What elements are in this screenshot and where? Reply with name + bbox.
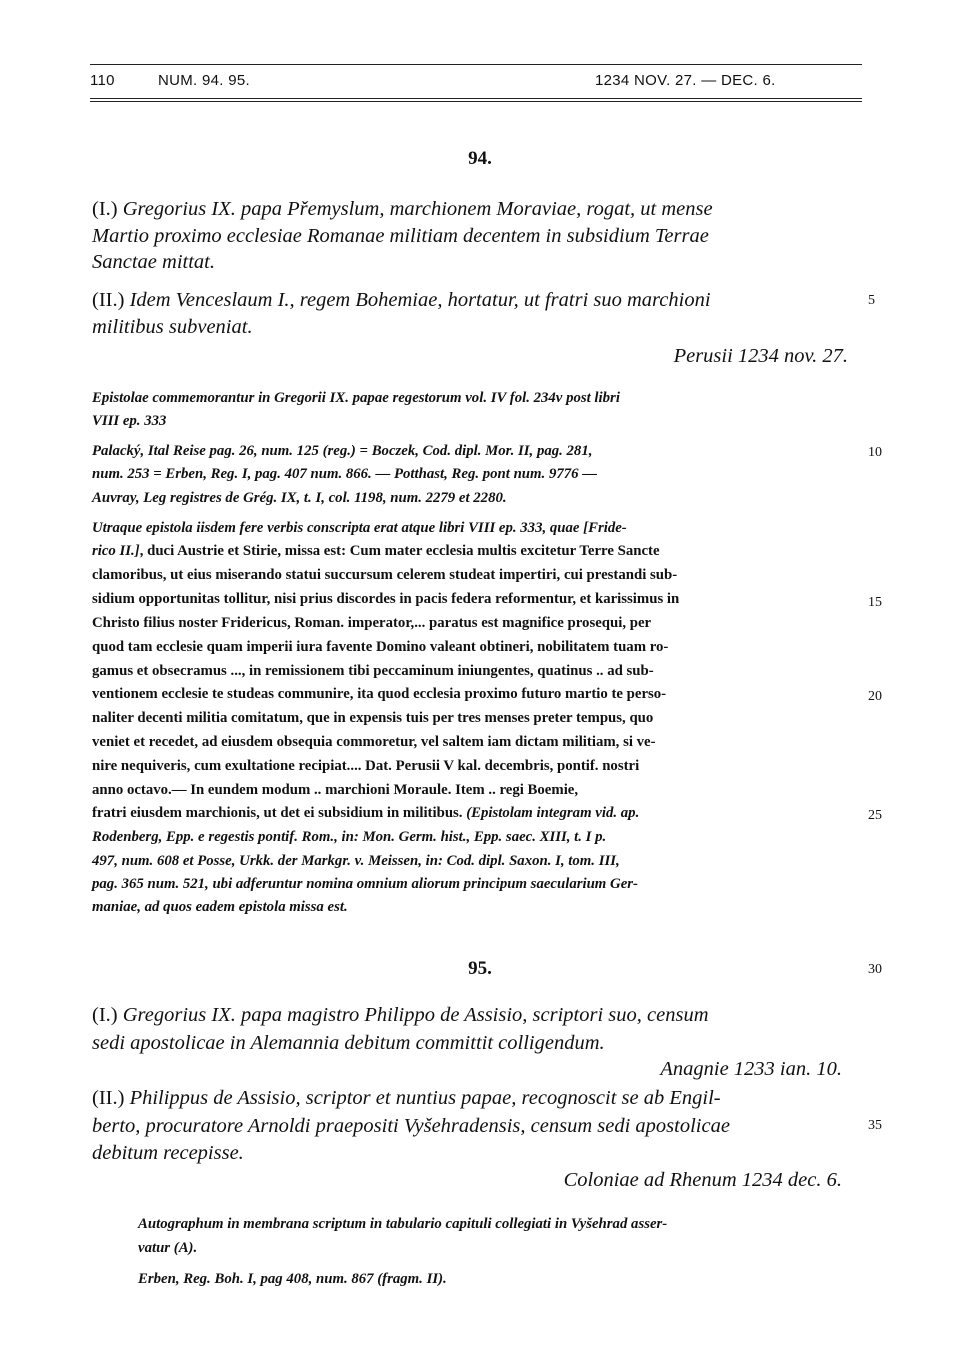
note-94-3: Palacký, Ital Reise pag. 26, num. 125 (reg.) = Boczek, Cod. dipl. Mor. II, pag. 281, bbox=[92, 443, 593, 459]
text-94-fratri-line bbox=[92, 805, 639, 822]
regest-95-2-label: (II.) bbox=[92, 1087, 125, 1109]
line-number-15: 15 bbox=[868, 595, 882, 610]
document-numbers: NUM. 94. 95. bbox=[158, 72, 250, 89]
note-94-1: Epistolae commemorantur in Gregorii IX. papae regestorum vol. IV fol. 234v post libri bbox=[92, 390, 620, 406]
text-94-body-5: gamus et obsecramus ..., in remissionem tibi peccaminum iniungentes, quatinus .. ad sub- bbox=[92, 663, 654, 679]
regest-94-2-label: (II.) bbox=[92, 289, 125, 311]
place-date-95-1: Anagnie 1233 ian. 10. bbox=[660, 1058, 842, 1080]
text-94-fratri-italic: (Epistolam integram vid. ap. bbox=[466, 805, 640, 821]
text-94-body-3: Christo filius noster Fridericus, Roman. imperator,... paratus est magnifice prosequi, per bbox=[92, 615, 652, 631]
line-number-35: 35 bbox=[868, 1118, 882, 1133]
running-header bbox=[90, 60, 862, 104]
text-94-fratri-roman: fratri eiusdem marchionis, ut det ei subsidium in militibus. bbox=[92, 805, 467, 821]
note-95-3: Erben, Reg. Boh. I, pag 408, num. 867 (fragm. II). bbox=[138, 1271, 447, 1287]
regest-95-1-line-1 bbox=[92, 1004, 709, 1027]
text-94-tail-3: pag. 365 num. 521, ubi adferuntur nomina omnium aliorum principum saecularium Ger- bbox=[92, 876, 638, 892]
text-94-line-2-italic: rico II.] bbox=[92, 543, 140, 559]
regest-94-1-text-1: Gregorius IX. papa Přemyslum, marchionem Moraviae, rogat, ut mense bbox=[122, 198, 713, 220]
regest-94-1-line-3: Sanctae mittat. bbox=[92, 251, 215, 273]
text-94-tail-4: maniae, ad quos eadem epistola missa est. bbox=[92, 899, 348, 915]
text-94-body-9: nire nequiveris, cum exultatione recipiat.... Dat. Perusii V kal. decembris, pontif. nostri bbox=[92, 758, 640, 774]
page-number: 110 bbox=[90, 72, 115, 89]
text-94-body-10: anno octavo.— In eundem modum .. marchioni Moraule. Item .. regi Boemie, bbox=[92, 782, 579, 798]
line-number-25: 25 bbox=[868, 808, 882, 823]
header-rule-bottom-thin bbox=[90, 101, 862, 102]
regest-95-2-line-3: debitum recepisse. bbox=[92, 1142, 244, 1164]
header-rule-bottom bbox=[90, 98, 862, 99]
regest-95-1-line-2: sedi apostolicae in Alemannia debitum committit colligendum. bbox=[92, 1032, 605, 1054]
line-number-20: 20 bbox=[868, 689, 882, 704]
regest-95-1-text-1: Gregorius IX. papa magistro Philippo de Assisio, scriptori suo, censum bbox=[122, 1004, 709, 1026]
place-date-94: Perusii 1234 nov. 27. bbox=[673, 345, 848, 367]
regest-95-1-label: (I.) bbox=[92, 1004, 118, 1026]
text-94-body-1: clamoribus, ut eius miserando statui succursum celerem studeat impertiri, cui prestandi sub- bbox=[92, 567, 678, 583]
regest-94-2-text-1: Idem Venceslaum I., regem Bohemiae, hortatur, ut fratri suo marchioni bbox=[129, 289, 711, 311]
text-94-tail-2: 497, num. 608 et Posse, Urkk. der Markgr. v. Meissen, in: Cod. dipl. Saxon. I, tom. III, bbox=[92, 853, 620, 869]
note-94-5: Auvray, Leg registres de Grég. IX, t. I, col. 1198, num. 2279 et 2280. bbox=[92, 490, 507, 506]
regest-95-2-text-1: Philippus de Assisio, scriptor et nuntius papae, recognoscit se ab Engil- bbox=[129, 1087, 721, 1109]
regest-94-2-line-2: militibus subveniat. bbox=[92, 316, 253, 338]
header-rule-top bbox=[90, 64, 862, 65]
note-95-1: Autographum in membrana scriptum in tabulario capituli collegiati in Vyšehrad asser- bbox=[138, 1216, 668, 1232]
text-94-intro: Utraque epistola iisdem fere verbis conscripta erat atque libri VIII ep. 333, quae [Fride- bbox=[92, 520, 627, 536]
text-94-body-2: sidium opportunitas tollitur, nisi prius discordes in pacis federa reformentur, et karissimus in bbox=[92, 591, 680, 607]
regest-94-1-line-2: Martio proximo ecclesiae Romanae militiam decentem in subsidium Terrae bbox=[92, 225, 709, 247]
regest-94-1-line-1 bbox=[92, 198, 713, 221]
line-number-30: 30 bbox=[868, 962, 882, 977]
line-number-10: 10 bbox=[868, 445, 882, 460]
line-number-5: 5 bbox=[868, 293, 875, 308]
text-94-body-4: quod tam ecclesie quam imperii iura favente Domino valeant obtineri, nobilitatem tuam ro- bbox=[92, 639, 669, 655]
text-94-tail-1: Rodenberg, Epp. e regestis pontif. Rom., in: Mon. Germ. hist., Epp. saec. XIII, t. I p. bbox=[92, 829, 607, 845]
regest-95-2-line-2: berto, procuratore Arnoldi praepositi Vyšehradensis, censum sedi apostolicae bbox=[92, 1115, 730, 1137]
text-94-body-7: naliter decenti militia comitatum, que in expensis tuis per tres menses preter tempus, quo bbox=[92, 710, 654, 726]
regest-95-2-line-1 bbox=[92, 1087, 721, 1110]
text-94-line-2 bbox=[92, 543, 660, 560]
document-94-title: 94. bbox=[468, 148, 492, 169]
note-94-2: VIII ep. 333 bbox=[92, 413, 167, 429]
document-95-title: 95. bbox=[468, 958, 492, 979]
note-94-4: num. 253 = Erben, Reg. I, pag. 407 num. 866. — Potthast, Reg. pont num. 9776 — bbox=[92, 466, 598, 482]
text-94-body-6: ventionem ecclesie te studeas communire, ita quod ecclesia proximo futuro martio te perso- bbox=[92, 686, 667, 702]
text-94-body-8: veniet et recedet, ad eiusdem obsequia commoretur, vel saltem iam dictam militiam, si ve- bbox=[92, 734, 656, 750]
note-95-2: vatur (A). bbox=[138, 1240, 198, 1256]
regest-94-1-label: (I.) bbox=[92, 198, 118, 220]
text-94-line-2-rest: , duci Austrie et Stirie, missa est: Cum mater ecclesia multis excitetur Terre Sancte bbox=[139, 543, 660, 559]
place-date-95-2: Coloniae ad Rhenum 1234 dec. 6. bbox=[563, 1169, 842, 1191]
regest-94-2-line-1 bbox=[92, 289, 711, 312]
date-range: 1234 NOV. 27. — DEC. 6. bbox=[595, 72, 776, 89]
